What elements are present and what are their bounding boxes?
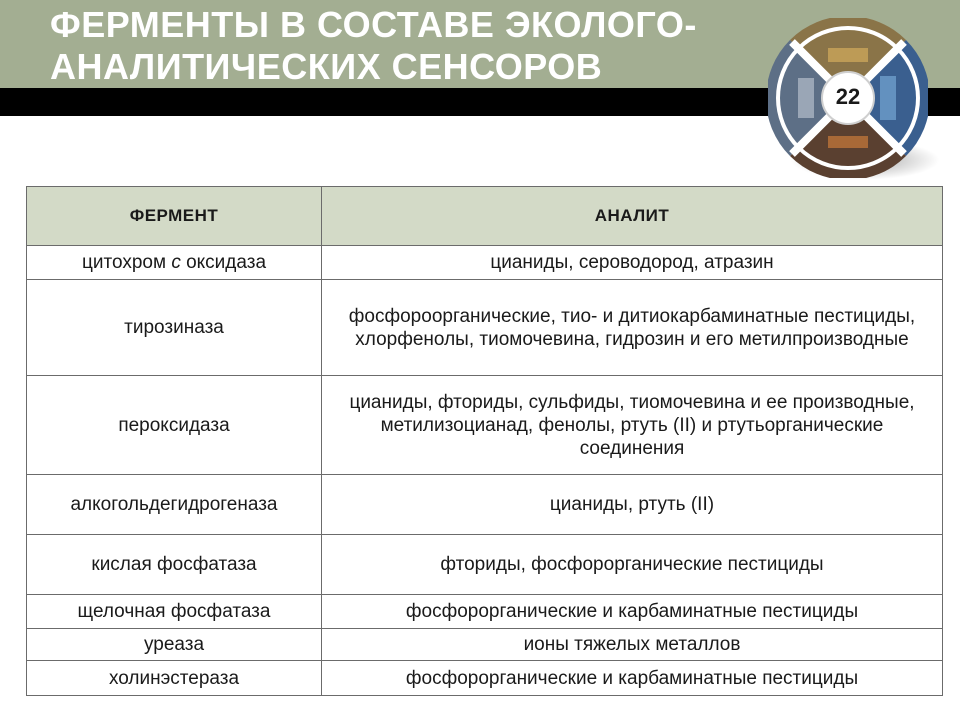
enzyme-cell — [27, 246, 322, 280]
analyte-cell: цианиды, ртуть (II) — [322, 475, 943, 535]
header-enzyme: ФЕРМЕНТ — [27, 187, 322, 246]
table-row — [27, 376, 943, 475]
enzyme-cell: уреаза — [27, 629, 322, 661]
table-row — [27, 661, 943, 696]
enzyme-cell: тирозиназа — [27, 280, 322, 376]
header-analyte: АНАЛИТ — [322, 187, 943, 246]
table-row — [27, 535, 943, 595]
table-header-row — [27, 187, 943, 246]
slide-number: 22 — [835, 84, 861, 109]
analyte-cell: фосфороорганические, тио- и дитиокарбаминатные пестициды, хлорфенолы, тиомочевина, гидрозин и его метилпроизводные — [322, 280, 943, 376]
analyte-cell: фосфорорганические и карбаминатные пестициды — [322, 661, 943, 696]
enzyme-cell: алкогольдегидрогеназа — [27, 475, 322, 535]
table-row — [27, 595, 943, 629]
table-row — [27, 246, 943, 280]
enzyme-cell: кислая фосфатаза — [27, 535, 322, 595]
analyte-cell: цианиды, сероводород, атразин — [322, 246, 943, 280]
analyte-cell: цианиды, фториды, сульфиды, тиомочевина и ее производные, метилизоцианад, фенолы, ртуть (II) и ртутьорганические соединения — [322, 376, 943, 475]
enzyme-cell: щелочная фосфатаза — [27, 595, 322, 629]
slide-number-badge — [768, 18, 928, 178]
enzyme-cell: холинэстераза — [27, 661, 322, 696]
enzyme-name-italic: с — [171, 252, 181, 273]
slide-title — [50, 4, 790, 88]
slide-title-line-1: ФЕРМЕНТЫ В СОСТАВЕ ЭКОЛОГО- — [50, 4, 697, 45]
analyte-cell: ионы тяжелых металлов — [322, 629, 943, 661]
enzyme-name-part: цитохром — [81, 252, 172, 273]
table-row — [27, 280, 943, 376]
table-row — [27, 475, 943, 535]
analyte-cell: фосфорорганические и карбаминатные пестициды — [322, 595, 943, 629]
analyte-cell: фториды, фосфорорганические пестициды — [322, 535, 943, 595]
enzyme-cell: пероксидаза — [27, 376, 322, 475]
slide-title-line-2: АНАЛИТИЧЕСКИХ СЕНСОРОВ — [50, 46, 603, 87]
enzyme-analyte-table — [26, 186, 943, 696]
enzyme-name-part: оксидаза — [180, 252, 267, 273]
table-row — [27, 629, 943, 661]
